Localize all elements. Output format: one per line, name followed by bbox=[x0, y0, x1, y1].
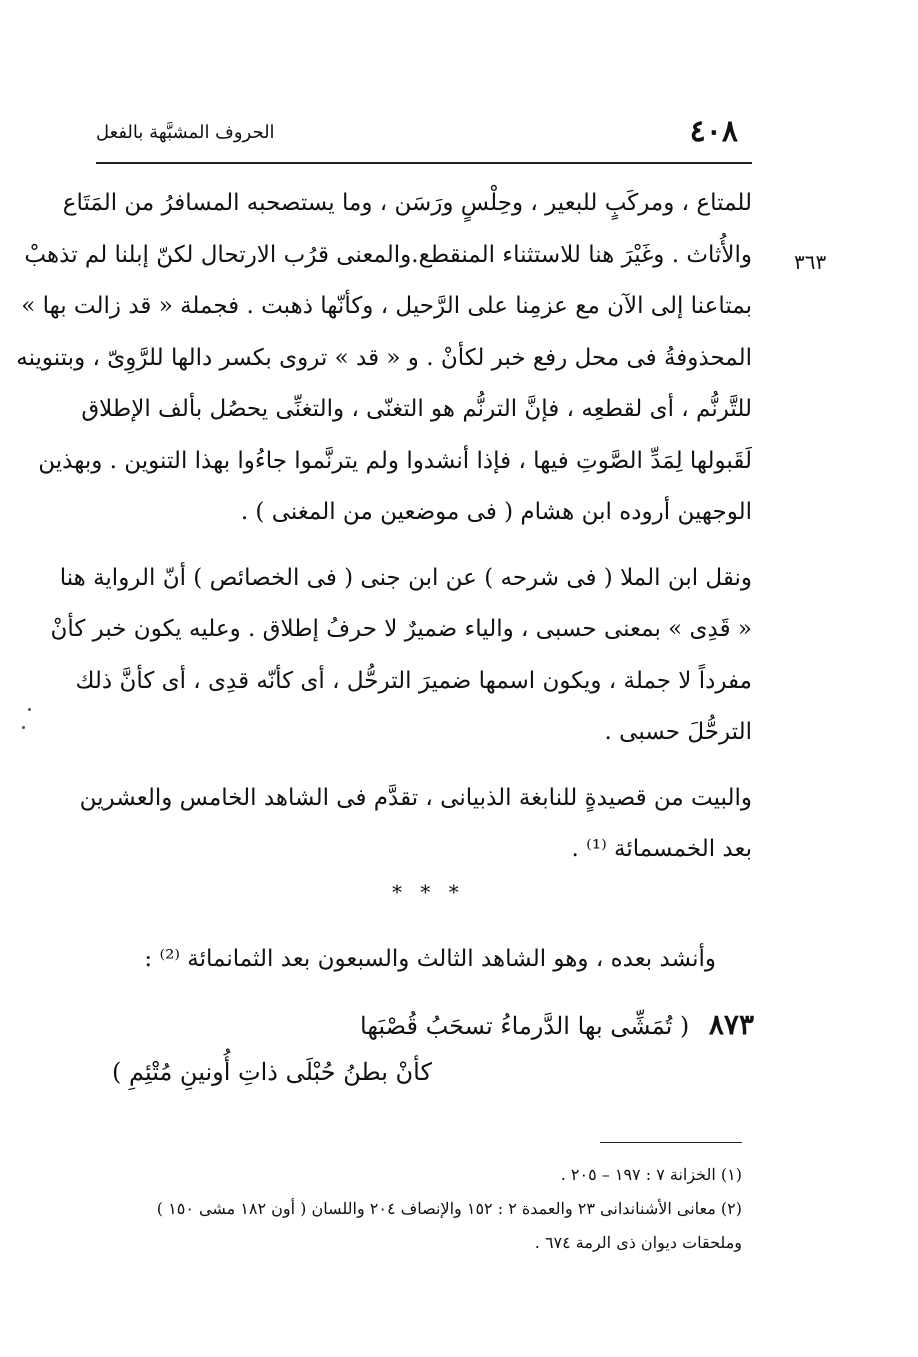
footnotes bbox=[96, 1158, 748, 1260]
body-text bbox=[16, 178, 752, 876]
page-number: ٤٠٨ bbox=[689, 114, 738, 149]
paragraph-gap bbox=[96, 759, 752, 773]
footnote-2-continuation: وملحقات ديوان ذى الرمة ٦٧٤ . bbox=[534, 1233, 742, 1252]
text-line: المحذوفةُ فى محل رفع خبر لكأنْ . و « قد » تروى بكسر دالها للرَّوِىّ ، وبتنوينه bbox=[16, 344, 752, 371]
text-line: بمتاعنا إلى الآن مع عزمِنا على الرَّحيل ، وكأنّها ذهبت . فجملة « قد زالت بها » bbox=[21, 293, 752, 319]
text-line: الوجهين أروده ابن هشام ( فى موضعين من المغنى ) . bbox=[240, 499, 752, 525]
scan-speck bbox=[22, 726, 25, 729]
text-line: بعد الخمسمائة ⁽¹⁾ . bbox=[571, 836, 752, 862]
verse-number: ٨٧٣ bbox=[708, 1008, 754, 1041]
verse-line-2: كأنْ بطنُ حُبْلَى ذاتِ أُونينِ مُتْئِمِ ) bbox=[112, 1058, 432, 1086]
paragraph-3 bbox=[79, 773, 752, 876]
verse-text-1: ( تُمَشِّى بها الدَّرماءُ تسحَبُ قُصْبَها bbox=[360, 1012, 690, 1040]
running-title: الحروف المشبَّهة بالفعل bbox=[96, 122, 275, 143]
footnote-2: (٢) معانى الأشناندانى ٢٣ والعمدة ٢ : ١٥٢ والإنصاف ٢٠٤ واللسان ( أون ١٨٢ مشى ١٥٠ ) bbox=[156, 1199, 742, 1218]
paragraph-1 bbox=[16, 178, 752, 539]
scan-speck bbox=[28, 708, 31, 711]
text-line: والبيت من قصيدةٍ للنابغة الذبيانى ، تقدَّم فى الشاهد الخامس والعشرين bbox=[79, 784, 752, 811]
text-line: والأُثاث . وغَيْرَ هنا للاستثناء المنقطع.والمعنى قرُب الارتحال لكنّ إبلنا لم تذهبْ bbox=[24, 241, 752, 268]
footnote-1: (١) الخزانة ٧ : ١٩٧ – ٢٠٥ . bbox=[560, 1165, 742, 1184]
margin-number: ٣٦٣ bbox=[794, 250, 827, 274]
page-header bbox=[96, 110, 748, 160]
verse-intro: وأنشد بعده ، وهو الشاهد الثالث والسبعون بعد الثمانمائة ⁽²⁾ : bbox=[144, 946, 716, 972]
section-separator: * * * bbox=[392, 880, 465, 904]
text-line: الترحُّلَ حسبى . bbox=[604, 719, 752, 745]
text-line: مفرداً لا جملة ، ويكون اسمها ضميرَ الترحُّل ، أى كأنّه قدِى ، أى كأنَّ ذلك bbox=[75, 667, 752, 694]
text-line: « قَدِى » بمعنى حسبى ، والياء ضميرٌ لا حرفُ إطلاق . وعليه يكون خبر كأنْ bbox=[50, 616, 752, 642]
footnote-rule bbox=[600, 1142, 742, 1143]
header-rule bbox=[96, 162, 752, 164]
text-line: ونقل ابن الملا ( فى شرحه ) عن ابن جنى ( فى الخصائص ) أنّ الرواية هنا bbox=[59, 564, 752, 591]
text-line: لَقَبولها لِمَدِّ الصَّوتِ فيها ، فإذا أنشدوا ولم يترنَّموا جاءُوا بهذا التنوين . وبهذين bbox=[38, 447, 752, 474]
paragraph-gap bbox=[96, 539, 752, 553]
text-line: للتَّرنُّم ، أى لقطعِه ، فإنَّ الترنُّم هو التغنّى ، والتغنِّى يحصُل بألف الإطلاق bbox=[81, 396, 752, 422]
paragraph-2 bbox=[50, 553, 752, 759]
verse-line-1 bbox=[360, 1008, 754, 1041]
text-line: للمتاع ، ومركَبٍ للبعير ، وحِلْسٍ ورَسَن ، وما يستصحبه المسافرُ من المَتَاع bbox=[62, 190, 752, 216]
